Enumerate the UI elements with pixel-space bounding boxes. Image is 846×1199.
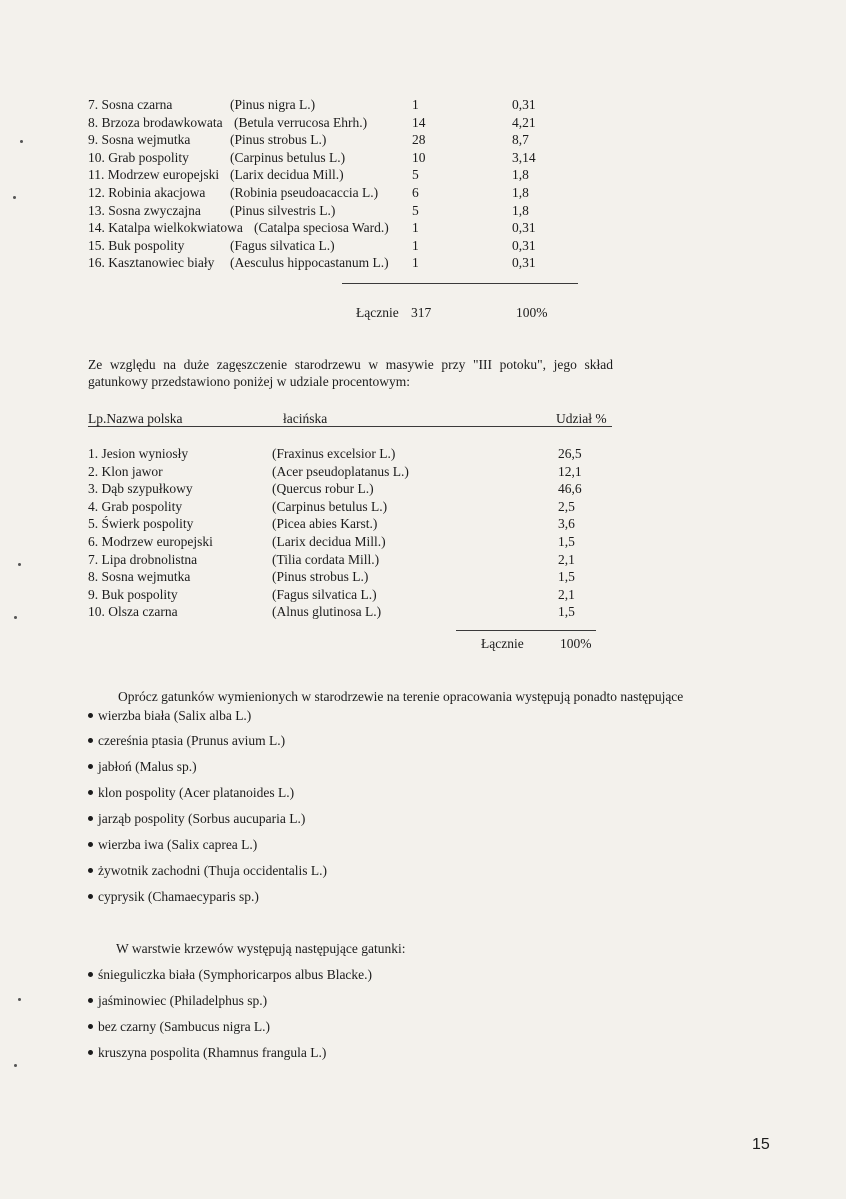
list-item: kruszyna pospolita (Rhamnus frangula L.) xyxy=(88,1044,326,1061)
bullet-icon xyxy=(88,816,93,821)
bullet-icon xyxy=(88,842,93,847)
species-percent: 4,21 xyxy=(512,114,536,130)
table-row xyxy=(0,114,846,132)
species-name: 10. Olsza czarna xyxy=(88,604,178,620)
bullet-icon xyxy=(88,894,93,899)
list-item: bez czarny (Sambucus nigra L.) xyxy=(88,1018,270,1035)
species-latin: (Betula verrucosa Ehrh.) xyxy=(234,114,368,130)
list-item: jabłoń (Malus sp.) xyxy=(88,758,197,775)
total-percent: 100% xyxy=(516,305,548,320)
species-latin: (Fagus silvatica L.) xyxy=(272,586,377,602)
total-label: Łącznie xyxy=(356,305,399,320)
species-name: 14. Katalpa wielkokwiatowa xyxy=(88,220,243,236)
list-item: jarząb pospolity (Sorbus aucuparia L.) xyxy=(88,810,305,827)
species-count: 1 xyxy=(412,255,419,271)
list-item: żywotnik zachodni (Thuja occidentalis L.) xyxy=(88,862,327,879)
list-item: jaśminowiec (Philadelphus sp.) xyxy=(88,992,267,1009)
table-row xyxy=(0,254,846,272)
list-item: cyprysik (Chamaecyparis sp.) xyxy=(88,888,259,905)
species-latin: (Larix decidua Mill.) xyxy=(230,167,344,183)
list-item: czereśnia ptasia (Prunus avium L.) xyxy=(88,732,285,749)
scan-speck xyxy=(14,1064,17,1067)
bullet-icon xyxy=(88,790,93,795)
species-name: 5. Świerk pospolity xyxy=(88,516,194,532)
total-share: 100% xyxy=(560,636,592,651)
total-rule xyxy=(456,630,596,631)
header-rule xyxy=(88,426,612,427)
scan-speck xyxy=(14,616,17,619)
species-percent: 1,8 xyxy=(512,167,529,183)
species-name: 13. Sosna zwyczajna xyxy=(88,202,201,218)
scan-speck xyxy=(13,196,16,199)
table-row xyxy=(0,480,846,498)
species-latin: (Pinus strobus L.) xyxy=(230,132,327,148)
total-count: 317 xyxy=(411,305,432,320)
species-name: 4. Grab pospolity xyxy=(88,498,183,514)
species-share: 12,1 xyxy=(558,463,582,479)
species-count: 6 xyxy=(412,185,419,200)
table-row xyxy=(0,184,846,202)
species-latin: (Tilia cordata Mill.) xyxy=(272,551,380,567)
species-name: 1. Jesion wyniosły xyxy=(88,446,189,461)
species-percent: 3,14 xyxy=(512,149,536,165)
species-intro: Oprócz gatunków wymienionych w starodrzewie na terenie opracowania występują ponadto następujące xyxy=(118,689,684,704)
species-name: 7. Lipa drobnolistna xyxy=(88,551,198,567)
species-latin: (Picea abies Karst.) xyxy=(272,516,378,532)
species-latin: (Carpinus betulus L.) xyxy=(230,149,346,165)
scan-speck xyxy=(18,998,21,1001)
species-name: 10. Grab pospolity xyxy=(88,149,189,165)
species-name: 6. Modrzew europejski xyxy=(88,534,213,549)
species-latin: (Quercus robur L.) xyxy=(272,481,374,497)
total-label: Łącznie xyxy=(481,636,524,651)
species-percent: 0,31 xyxy=(512,97,536,112)
scan-speck xyxy=(18,563,21,566)
header-polish-name: Lp.Nazwa polska xyxy=(88,411,183,426)
bullet-icon xyxy=(88,998,93,1003)
species-latin: (Acer pseudoplatanus L.) xyxy=(272,463,409,479)
species-count: 5 xyxy=(412,167,419,183)
table-row xyxy=(0,586,846,604)
table-row xyxy=(0,463,846,481)
species-name: 8. Brzoza brodawkowata xyxy=(88,114,223,130)
species-share: 46,6 xyxy=(558,481,582,497)
bullet-icon xyxy=(88,868,93,873)
bullet-icon xyxy=(88,1050,93,1055)
table-row xyxy=(0,131,846,149)
species-share: 1,5 xyxy=(558,534,575,549)
scan-speck xyxy=(20,140,23,143)
species-share: 1,5 xyxy=(558,569,575,585)
species-percent: 1,8 xyxy=(512,185,529,200)
species-share: 2,1 xyxy=(558,551,575,567)
bullet-icon xyxy=(88,764,93,769)
species-percent: 0,31 xyxy=(512,220,536,236)
table-row xyxy=(0,498,846,516)
bullet-icon xyxy=(88,972,93,977)
total-rule xyxy=(342,283,578,284)
species-latin: (Pinus strobus L.) xyxy=(272,569,369,585)
list-item: wierzba biała (Salix alba L.) xyxy=(88,707,251,724)
list-item: śnieguliczka biała (Symphoricarpos albus Blacke.) xyxy=(88,966,372,983)
species-name: 16. Kasztanowiec biały xyxy=(88,255,215,271)
shrubs-intro: W warstwie krzewów występują następujące gatunki: xyxy=(116,941,406,956)
species-name: 8. Sosna wejmutka xyxy=(88,569,191,585)
species-latin: (Pinus silvestris L.) xyxy=(230,202,336,218)
species-count: 10 xyxy=(412,149,426,165)
table-row xyxy=(0,515,846,533)
species-name: 7. Sosna czarna xyxy=(88,97,173,112)
header-latin-name: łacińska xyxy=(283,411,328,426)
species-name: 11. Modrzew europejski xyxy=(88,167,220,183)
page-number: 15 xyxy=(752,1136,770,1153)
species-latin: (Robinia pseudoacaccia L.) xyxy=(230,185,379,200)
species-percent: 0,31 xyxy=(512,237,536,253)
table-row xyxy=(0,202,846,220)
species-latin: (Larix decidua Mill.) xyxy=(272,534,386,549)
species-count: 1 xyxy=(412,220,419,236)
species-latin: (Aesculus hippocastanum L.) xyxy=(230,255,389,271)
species-share: 2,1 xyxy=(558,586,575,602)
species-count: 1 xyxy=(412,97,419,112)
species-share: 26,5 xyxy=(558,446,582,461)
species-name: 12. Robinia akacjowa xyxy=(88,185,206,200)
species-latin: (Carpinus betulus L.) xyxy=(272,498,388,514)
species-latin: (Catalpa speciosa Ward.) xyxy=(254,220,389,236)
species-latin: (Pinus nigra L.) xyxy=(230,97,316,112)
bullet-icon xyxy=(88,1024,93,1029)
species-name: 9. Sosna wejmutka xyxy=(88,132,191,148)
table-row xyxy=(0,445,846,463)
species-latin: (Fagus silvatica L.) xyxy=(230,237,335,253)
table-row xyxy=(0,96,846,114)
species-name: 2. Klon jawor xyxy=(88,463,163,479)
table-row xyxy=(0,219,846,237)
species-percent: 8,7 xyxy=(512,132,529,148)
list-item: klon pospolity (Acer platanoides L.) xyxy=(88,784,294,801)
intro-paragraph: Ze względu na duże zagęszczenie starodrzewu w masywie przy "III potoku", jego skład gatunkowy przedstawiono poniżej w udziale procentowym: xyxy=(88,357,613,389)
table-row xyxy=(0,149,846,167)
bullet-icon xyxy=(88,738,93,743)
species-count: 5 xyxy=(412,202,419,218)
table-row xyxy=(0,166,846,184)
table-row xyxy=(0,568,846,586)
header-share: Udział % xyxy=(556,411,607,426)
species-share: 2,5 xyxy=(558,498,575,514)
species-name: 3. Dąb szypułkowy xyxy=(88,481,193,497)
species-name: 9. Buk pospolity xyxy=(88,586,178,602)
species-count: 1 xyxy=(412,237,419,253)
species-latin: (Alnus glutinosa L.) xyxy=(272,604,382,620)
table-row xyxy=(0,603,846,621)
list-item: wierzba iwa (Salix caprea L.) xyxy=(88,836,257,853)
species-percent: 1,8 xyxy=(512,202,529,218)
species-count: 28 xyxy=(412,132,426,148)
table-row xyxy=(0,237,846,255)
table-row xyxy=(0,551,846,569)
species-count: 14 xyxy=(412,114,426,130)
species-percent: 0,31 xyxy=(512,255,536,271)
species-latin: (Fraxinus excelsior L.) xyxy=(272,446,396,461)
table-row xyxy=(0,533,846,551)
species-name: 15. Buk pospolity xyxy=(88,237,185,253)
species-share: 1,5 xyxy=(558,604,575,620)
bullet-icon xyxy=(88,713,93,718)
species-share: 3,6 xyxy=(558,516,575,532)
